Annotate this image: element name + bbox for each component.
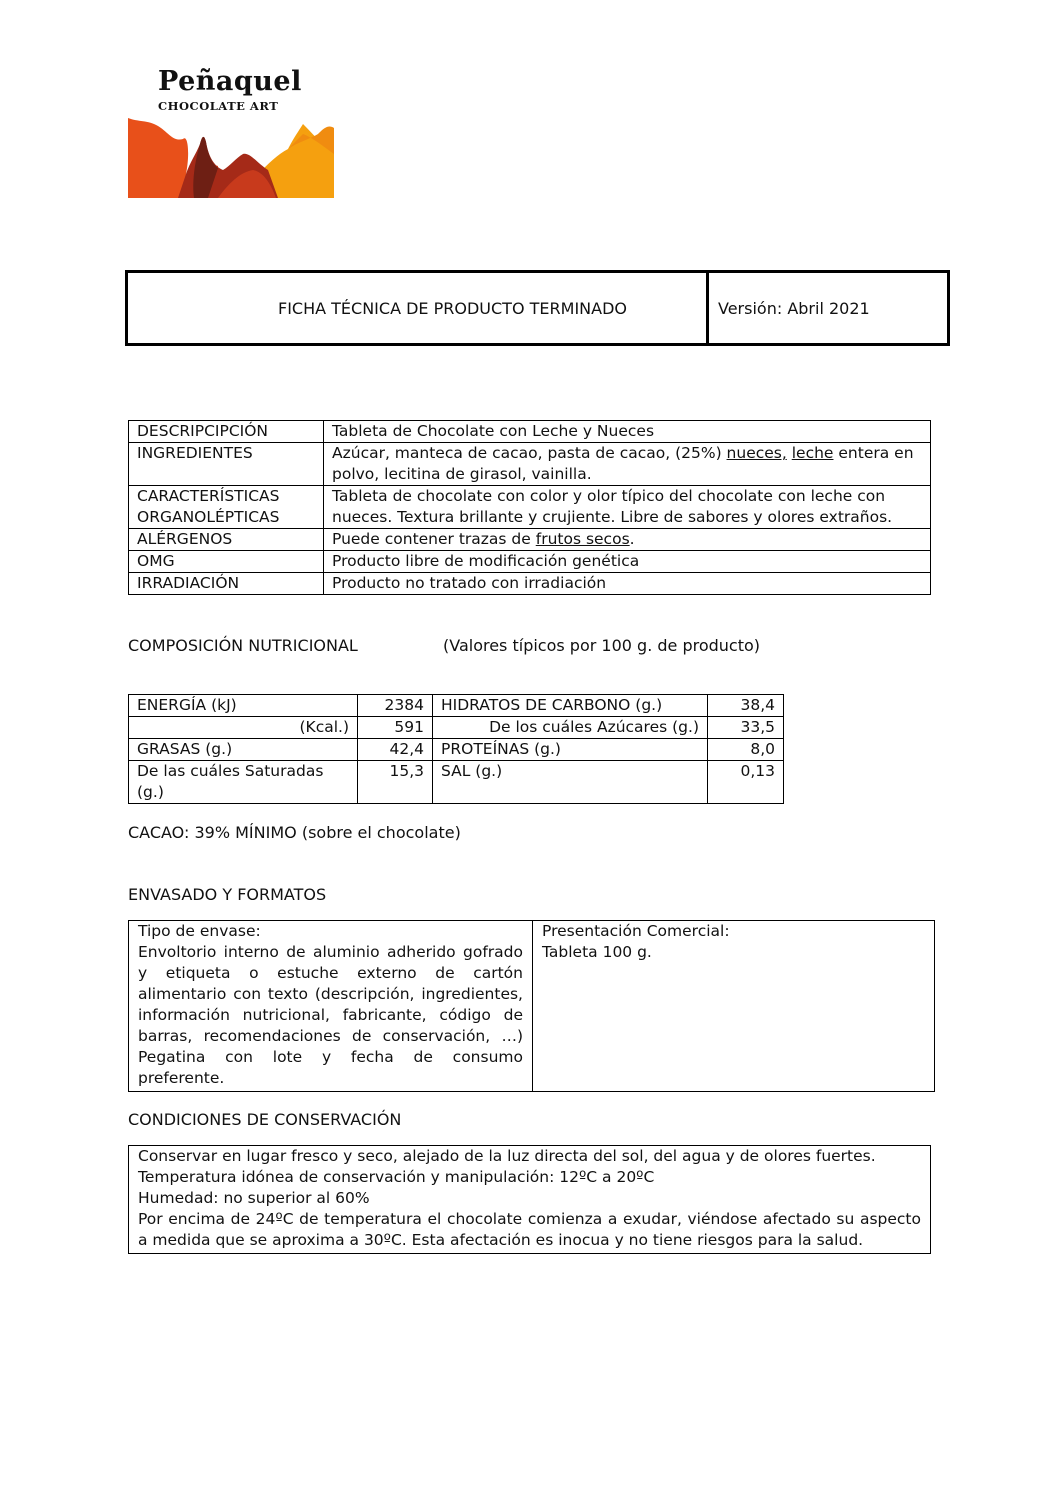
ingredients-text: entera en polvo, lecitina de girasol, vainilla.	[332, 444, 914, 483]
nutrient-label: HIDRATOS DE CARBONO (g.)	[433, 695, 708, 717]
header-box	[125, 270, 950, 346]
table-row	[129, 421, 931, 443]
allergens-text: .	[629, 530, 635, 548]
table-row	[129, 695, 784, 717]
document-version: Versión: Abril 2021	[718, 299, 870, 318]
row-value: Producto no tratado con irradiación	[324, 573, 931, 595]
nutrient-label: ENERGÍA (kJ)	[129, 695, 358, 717]
row-label: CARACTERÍSTICAS ORGANOLÉPTICAS	[129, 486, 324, 529]
nutrient-value: 2384	[358, 695, 433, 717]
table-row	[129, 1146, 931, 1254]
table-row	[129, 717, 784, 739]
description-table	[128, 420, 931, 595]
cacao-value: 39% MÍNIMO	[194, 823, 297, 842]
nutrient-label: GRASAS (g.)	[129, 739, 358, 761]
row-label: ALÉRGENOS	[129, 529, 324, 551]
nutrient-label: De los cuáles Azúcares (g.)	[433, 717, 708, 739]
header-divider	[706, 273, 709, 343]
conservation-heading: CONDICIONES DE CONSERVACIÓN	[128, 1110, 402, 1129]
cacao-note: (sobre el chocolate)	[301, 823, 461, 842]
conservation-cell	[129, 1146, 931, 1254]
row-value: Tableta de chocolate con color y olor típico del chocolate con leche con nueces. Textura brillante y crujiente. Libre de sabores y olores extraños.	[324, 486, 931, 529]
packaging-heading: ENVASADO Y FORMATOS	[128, 885, 327, 904]
packaging-type-cell	[129, 921, 533, 1092]
row-label: DESCRIPCIPCIÓN	[129, 421, 324, 443]
table-row	[129, 921, 935, 1092]
company-logo	[128, 66, 334, 198]
nutrient-value: 8,0	[708, 739, 784, 761]
nutrient-value: 591	[358, 717, 433, 739]
table-row	[129, 761, 784, 804]
packaging-type-label: Tipo de envase:	[138, 922, 261, 940]
conservation-line: Por encima de 24ºC de temperatura el chocolate comienza a exudar, viéndose afectado su aspecto a medida que se aproxima a 30ºC. Esta afectación es inocua y no tiene riesgos para la salud.	[138, 1210, 921, 1249]
conservation-table	[128, 1145, 931, 1254]
nutrition-note: (Valores típicos por 100 g. de producto)	[443, 636, 761, 655]
conservation-line: Conservar en lugar fresco y seco, alejado de la luz directa del sol, del agua y de olores fuertes.	[138, 1147, 876, 1165]
logo-subtitle: CHOCOLATE ART	[158, 99, 279, 113]
presentation-cell	[533, 921, 935, 1092]
nutrient-value: 38,4	[708, 695, 784, 717]
cacao-line	[128, 823, 461, 842]
row-value: Producto libre de modificación genética	[324, 551, 931, 573]
table-row	[129, 443, 931, 486]
conservation-line: Humedad: no superior al 60%	[138, 1189, 370, 1207]
nutrition-heading: COMPOSICIÓN NUTRICIONAL	[128, 636, 358, 655]
table-row	[129, 739, 784, 761]
ingredients-value	[324, 443, 931, 486]
nutrient-label: De las cuáles Saturadas (g.)	[129, 761, 358, 804]
nutrient-value: 42,4	[358, 739, 433, 761]
nutrient-value: 33,5	[708, 717, 784, 739]
row-label: INGREDIENTES	[129, 443, 324, 486]
row-value: Tableta de Chocolate con Leche y Nueces	[324, 421, 931, 443]
nutrient-value: 15,3	[358, 761, 433, 804]
table-row	[129, 551, 931, 573]
allergens-value	[324, 529, 931, 551]
row-label: OMG	[129, 551, 324, 573]
table-row	[129, 529, 931, 551]
logo-graphic	[128, 114, 334, 198]
nutrition-table	[128, 694, 784, 804]
ingredients-text: Azúcar, manteca de cacao, pasta de cacao, (25%)	[332, 444, 727, 462]
nutrient-label: SAL (g.)	[433, 761, 708, 804]
allergen-frutos-secos: frutos secos	[535, 530, 630, 548]
nutrient-value: 0,13	[708, 761, 784, 804]
allergen-leche: leche	[791, 444, 834, 462]
nutrient-label: (Kcal.)	[129, 717, 358, 739]
packaging-type-text: Envoltorio interno de aluminio adherido gofrado y etiqueta o estuche externo de cartón alimentario con texto (descripción, ingredientes, información nutricional, fabricante, código de barras, recomendaciones de conservación, …) Pegatina con lote y fecha de consumo preferente.	[138, 943, 523, 1087]
nutrient-label: PROTEÍNAS (g.)	[433, 739, 708, 761]
presentation-text: Tableta 100 g.	[542, 943, 652, 961]
presentation-label: Presentación Comercial:	[542, 922, 730, 940]
allergen-nueces: nueces,	[726, 444, 787, 462]
document-title: FICHA TÉCNICA DE PRODUCTO TERMINADO	[278, 299, 627, 318]
allergens-text: Puede contener trazas de	[332, 530, 536, 548]
conservation-line: Temperatura idónea de conservación y manipulación: 12ºC a 20ºC	[138, 1168, 655, 1186]
row-label: IRRADIACIÓN	[129, 573, 324, 595]
table-row	[129, 486, 931, 529]
cacao-label: CACAO:	[128, 823, 190, 842]
packaging-table	[128, 920, 935, 1092]
logo-brand-text: Peñaquel	[158, 66, 302, 97]
table-row	[129, 573, 931, 595]
